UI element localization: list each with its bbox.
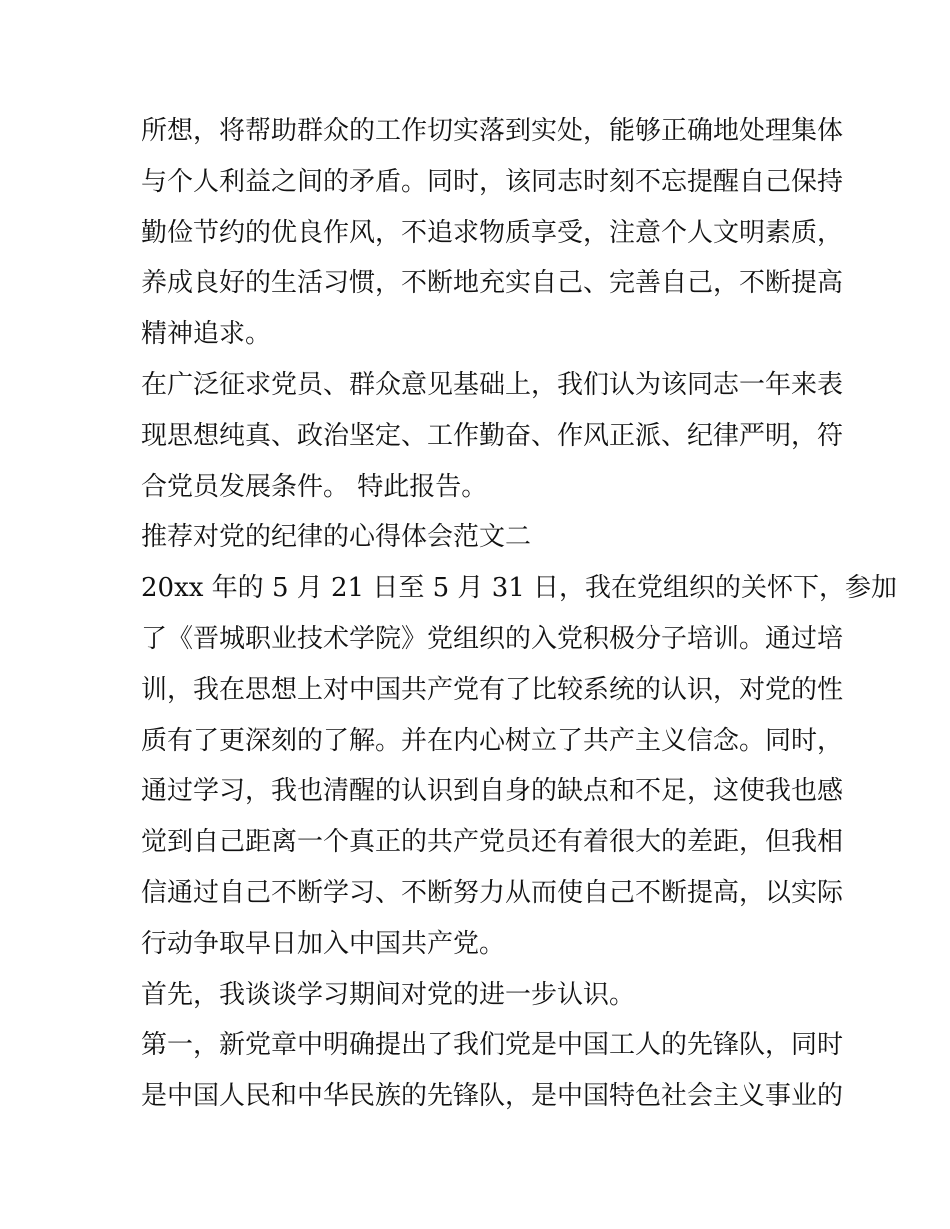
text-line: 勤俭节约的优良作风，不追求物质享受，注意个人文明素质， bbox=[141, 217, 844, 248]
text-line: 在广泛征求党员、群众意见基础上，我们认为该同志一年来表 bbox=[141, 369, 844, 400]
text-line: 合党员发展条件。 特此报告。 bbox=[141, 471, 488, 502]
text-line: 觉到自己距离一个真正的共产党员还有着很大的差距，但我相 bbox=[141, 827, 844, 858]
text-line: 与个人利益之间的矛盾。同时，该同志时刻不忘提醒自己保持 bbox=[141, 166, 844, 197]
text-line: 所想，将帮助群众的工作切实落到实处，能够正确地处理集体 bbox=[141, 116, 844, 146]
text-line: 了《晋城职业技术学院》党组织的入党积极分子培训。通过培 bbox=[141, 623, 844, 654]
text-line: 现思想纯真、政治坚定、工作勤奋、作风正派、纪律严明，符 bbox=[141, 420, 844, 451]
text-line: 行动争取早日加入中国共产党。 bbox=[141, 928, 506, 959]
text-line: 训，我在思想上对中国共产党有了比较系统的认识，对党的性 bbox=[141, 674, 844, 705]
text-line: 精神追求。 bbox=[141, 319, 272, 350]
text-line: 第一，新党章中明确提出了我们党是中国工人的先锋队，同时 bbox=[141, 1030, 844, 1061]
text-line: 信通过自己不断学习、不断努力从而使自己不断提高，以实际 bbox=[141, 877, 844, 908]
text-line: 20xx 年的 5 月 21 日至 5 月 31 日，我在党组织的关怀下，参加 bbox=[141, 573, 898, 604]
text-line: 首先，我谈谈学习期间对党的进一步认识。 bbox=[141, 979, 636, 1010]
text-line: 养成良好的生活习惯，不断地充实自己、完善自己，不断提高 bbox=[141, 268, 844, 299]
text-line: 是中国人民和中华民族的先锋队，是中国特色社会主义事业的 bbox=[141, 1081, 844, 1112]
text-line: 质有了更深刻的了解。并在内心树立了共产主义信念。同时， bbox=[141, 725, 844, 756]
text-line: 推荐对党的纪律的心得体会范文二 bbox=[141, 522, 532, 553]
document-body bbox=[141, 106, 898, 1122]
text-line: 通过学习，我也清醒的认识到自身的缺点和不足，这使我也感 bbox=[141, 776, 844, 807]
